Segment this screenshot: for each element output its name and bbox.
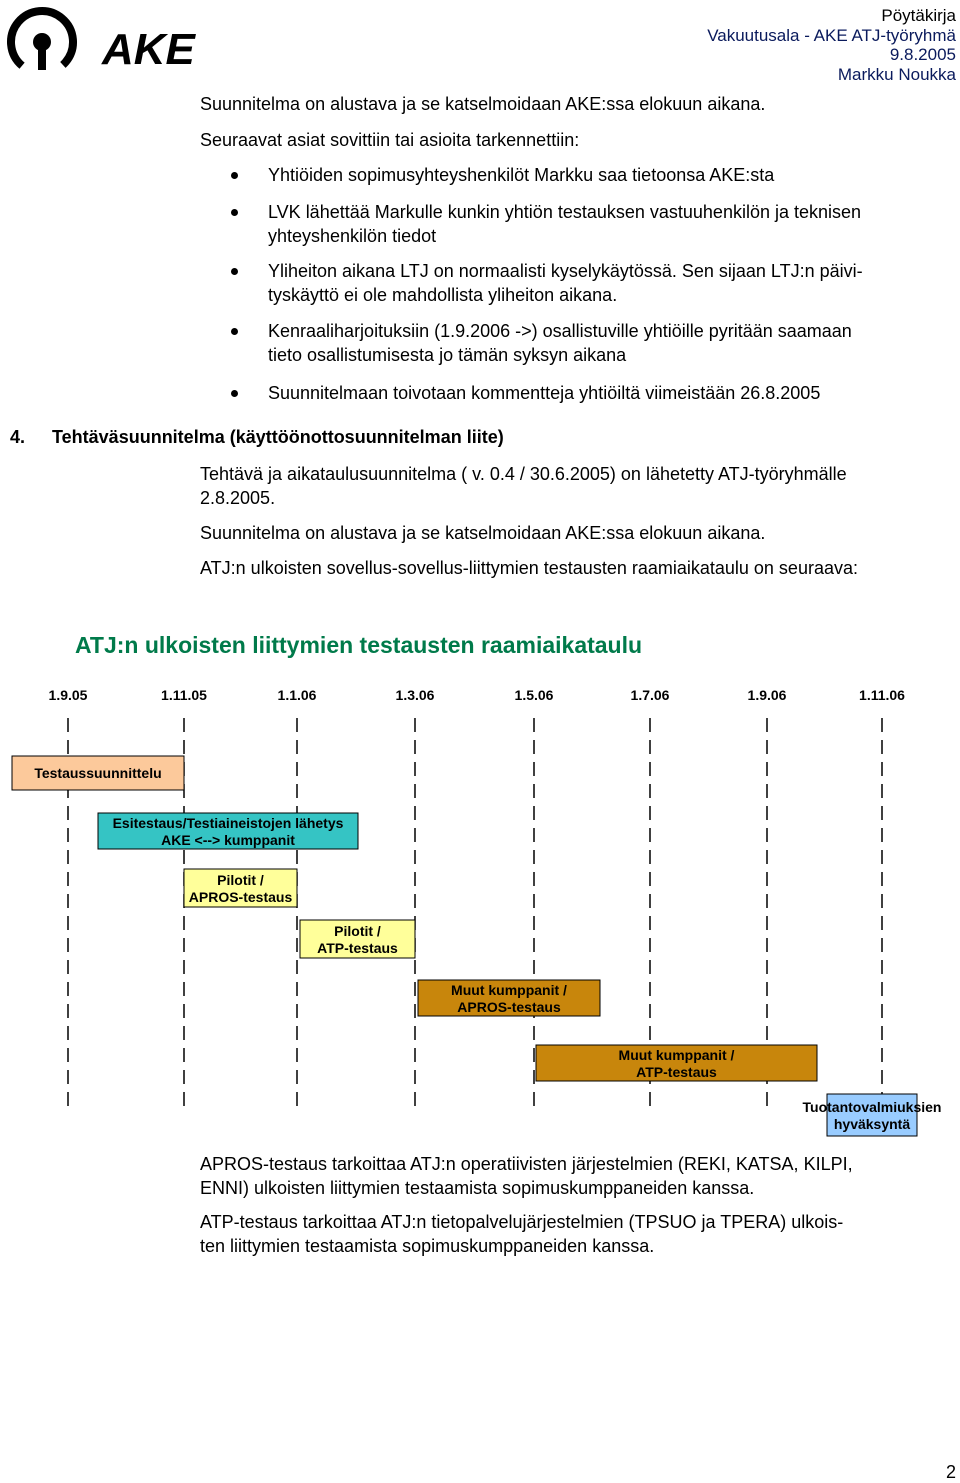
section-paragraph: ATJ:n ulkoisten sovellus-sovellus-liittymien testausten raamiaikataulu on seuraava: — [200, 558, 858, 578]
task-label: Esitestaus/Testiaineistojen lähetys — [112, 815, 344, 831]
task-label: APROS-testaus — [188, 889, 293, 905]
bullet-dot — [231, 390, 238, 397]
ake-logo — [6, 6, 221, 78]
meeting-name: Vakuutusala - AKE ATJ-työryhmä — [707, 25, 956, 45]
bullet-item-cont: tyskäyttö ei ole mahdollista yliheiton aikana. — [268, 285, 618, 305]
milestone-label: 1.9.05 — [48, 687, 88, 703]
intro-paragraph: Suunnitelma on alustava ja se katselmoidaan AKE:ssa elokuun aikana. — [200, 94, 766, 114]
section-paragraph: Tehtävä ja aikataulusuunnitelma ( v. 0.4 / 30.6.2005) on lähetetty ATJ-työryhmälle — [200, 464, 847, 484]
bullet-dot — [231, 209, 238, 216]
task-label: Muut kumppanit / — [451, 982, 567, 998]
intro-paragraph: Seuraavat asiat sovittiin tai asioita tarkennettiin: — [200, 130, 580, 150]
task-label: ATP-testaus — [317, 940, 398, 956]
task-label: Pilotit / — [334, 923, 381, 939]
task-label: Testaussuunnittelu — [34, 765, 162, 781]
chart-title: ATJ:n ulkoisten liittymien testausten raamiaikataulu — [75, 632, 643, 658]
section-title: Tehtäväsuunnitelma (käyttöönottosuunnitelman liite) — [52, 427, 504, 447]
definition-paragraph: ATP-testaus tarkoittaa ATJ:n tietopalvelujärjestelmien (TPSUO ja TPERA) ulkois- — [200, 1212, 844, 1232]
task-label: Tuotantovalmiuksien — [802, 1099, 942, 1115]
definition-paragraph-cont: ENNI) ulkoisten liittymien testaamista sopimuskumppaneiden kanssa. — [200, 1178, 755, 1198]
task-label: hyväksyntä — [833, 1116, 911, 1132]
task-label: APROS-testaus — [457, 999, 561, 1015]
milestone-label: 1.5.06 — [514, 687, 554, 703]
section-paragraph: Suunnitelma on alustava ja se katselmoidaan AKE:ssa elokuun aikana. — [200, 523, 766, 543]
header-date: 9.8.2005 — [889, 45, 956, 64]
gantt-chart — [0, 670, 960, 1140]
document-header — [707, 6, 956, 84]
task-label: Muut kumppanit / — [618, 1047, 735, 1063]
bullet-item-cont: yhteyshenkilön tiedot — [268, 226, 437, 246]
section-paragraph-cont: 2.8.2005. — [200, 488, 276, 508]
bullet-item: Yhtiöiden sopimusyhteyshenkilöt Markku saa tietoonsa AKE:sta — [268, 165, 775, 185]
section-number: 4. — [10, 427, 26, 447]
milestone-label: 1.1.06 — [277, 687, 317, 703]
milestone-label: 1.11.05 — [161, 687, 207, 703]
svg-text:AKE: AKE — [102, 25, 195, 74]
page-number: 2 — [945, 1462, 956, 1482]
bullet-item: Yliheiton aikana LTJ on normaalisti kyselykäytössä. Sen sijaan LTJ:n päivi- — [268, 261, 863, 281]
section-heading — [10, 425, 504, 449]
task-label: AKE <--> kumppanit — [161, 832, 295, 848]
bullet-dot — [231, 172, 238, 179]
milestone-label: 1.3.06 — [395, 687, 435, 703]
header-author: Markku Noukka — [837, 64, 956, 84]
bullet-item-cont: tieto osallistumisesta jo tämän syksyn aikana — [268, 345, 627, 365]
milestone-label: 1.11.06 — [859, 687, 905, 703]
bullet-dot — [231, 268, 238, 275]
milestone-label: 1.7.06 — [630, 687, 670, 703]
doc-type: Pöytäkirja — [881, 6, 956, 25]
task-label: Pilotit / — [217, 872, 264, 888]
bullet-dot — [231, 328, 238, 335]
bullet-item: Kenraaliharjoituksiin (1.9.2006 ->) osallistuville yhtiöille pyritään saamaan — [268, 321, 852, 341]
task-label: ATP-testaus — [636, 1064, 717, 1080]
milestone-label: 1.9.06 — [747, 687, 787, 703]
bullet-item: LVK lähettää Markulle kunkin yhtiön testauksen vastuuhenkilön ja teknisen — [268, 202, 862, 222]
definition-paragraph-cont: ten liittymien testaamista sopimuskumppaneiden kanssa. — [200, 1236, 655, 1256]
bullet-item: Suunnitelmaan toivotaan kommentteja yhtiöiltä viimeistään 26.8.2005 — [268, 383, 821, 403]
definition-paragraph: APROS-testaus tarkoittaa ATJ:n operatiivisten järjestelmien (REKI, KATSA, KILPI, — [200, 1154, 853, 1174]
